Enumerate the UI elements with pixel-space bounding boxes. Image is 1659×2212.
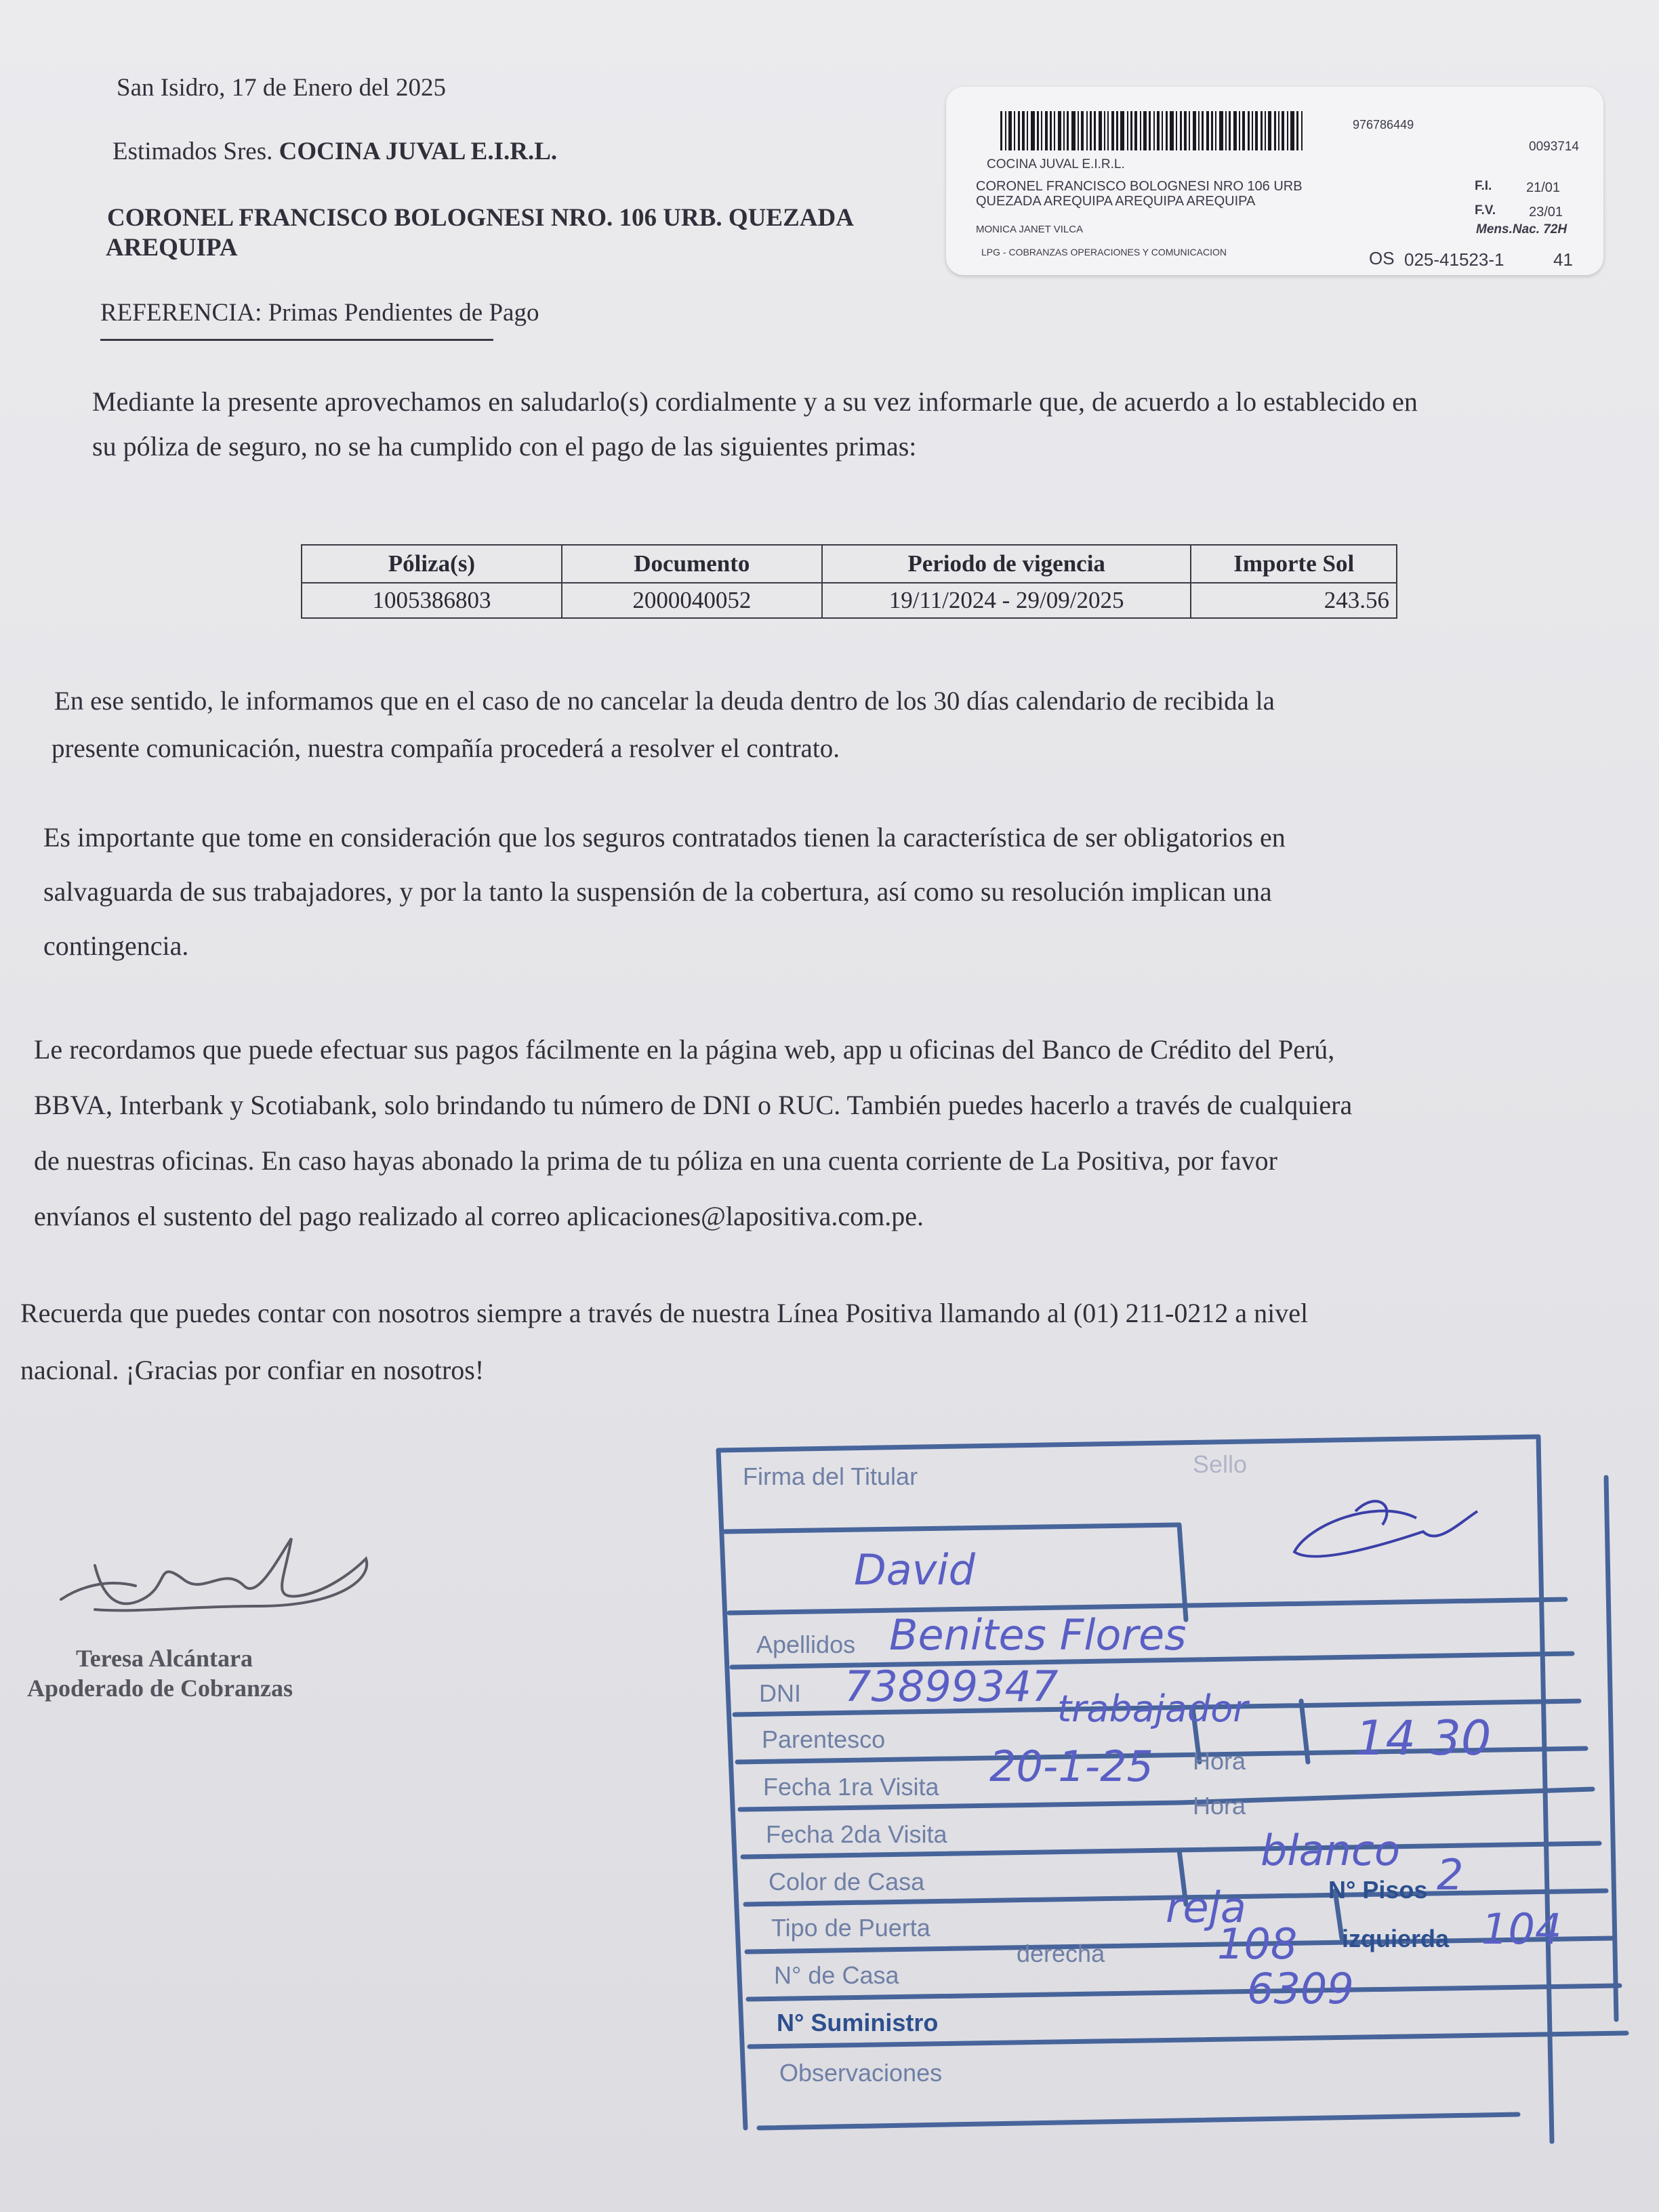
label-mens: Mens.Nac. 72H xyxy=(1476,222,1568,237)
stamp-suministro-value: 6309 xyxy=(1247,1964,1354,2013)
stamp-parentesco-label: Parentesco xyxy=(762,1725,886,1753)
stamp-dni-label: DNI xyxy=(759,1679,801,1707)
header-documento: Documento xyxy=(562,545,822,583)
signer-title: Apoderado de Cobranzas xyxy=(27,1675,293,1702)
paragraph-3-line-3: de nuestras oficinas. En caso hayas abonado la prima de tu póliza en una cuenta corriente de La Positiva, por favor xyxy=(34,1145,1277,1176)
stamp-parentesco-value: trabajador xyxy=(1057,1687,1248,1730)
stamp-dni-value: 73899347 xyxy=(844,1662,1059,1711)
premiums-table xyxy=(301,544,1397,619)
signer-name: Teresa Alcántara xyxy=(76,1645,253,1672)
paragraph-4 xyxy=(20,1285,1308,1399)
cell-importe: 243.56 xyxy=(1191,583,1397,618)
paragraph-4-line-1: Recuerda que puedes contar con nosotros siempre a través de nuestra Línea Positiva llamando al (01) 211-0212 a nivel xyxy=(20,1298,1309,1328)
stamp-casa-label: N° de Casa xyxy=(774,1961,899,1989)
stamp-sello-label: Sello xyxy=(1193,1450,1248,1478)
label-address-1: CORONEL FRANCISCO BOLOGNESI NRO 106 URB xyxy=(976,179,1303,194)
stamp-hora1-value: 14 30 xyxy=(1355,1711,1492,1766)
paragraph-2-line-1: Es importante que tome en consideración que los seguros contratados tienen la característica de ser obligatorios en xyxy=(43,822,1286,853)
paragraph-3-line-1: Le recordamos que puede efectuar sus pagos fácilmente en la página web, app u oficinas del Banco de Crédito del Perú, xyxy=(34,1034,1335,1065)
header-importe: Importe Sol xyxy=(1191,545,1397,583)
label-fv-label: F.V. xyxy=(1475,203,1496,218)
stamp-nombre-value: David xyxy=(854,1545,976,1595)
stamp-derecha-value: 108 xyxy=(1217,1919,1298,1969)
label-os-value: 025-41523-1 xyxy=(1404,249,1504,270)
label-count: 41 xyxy=(1553,249,1573,270)
paragraph-1-line-1: En ese sentido, le informamos que en el caso de no cancelar la deuda dentro de los 30 días calendario de recibida la xyxy=(54,687,1275,716)
cell-periodo: 19/11/2024 - 29/09/2025 xyxy=(822,583,1191,618)
date-line: San Isidro, 17 de Enero del 2025 xyxy=(117,74,447,102)
stamp-puerta-label: Tipo de Puerta xyxy=(771,1914,930,1942)
paragraph-1 xyxy=(54,678,1275,773)
table-header-row xyxy=(302,545,1397,583)
paragraph-2 xyxy=(43,811,1286,973)
label-fi-value: 21/01 xyxy=(1526,180,1561,195)
company-name: COCINA JUVAL E.I.R.L. xyxy=(279,138,558,165)
stamp-piso-value: 2 xyxy=(1437,1850,1464,1900)
paragraph-4-line-2: nacional. ¡Gracias por confiar en nosotros! xyxy=(20,1355,485,1385)
signature-teresa-icon xyxy=(54,1518,380,1640)
paragraph-2-line-2: salvaguarda de sus trabajadores, y por la tanto la suspensión de la cobertura, así como su resolución implican una xyxy=(43,876,1272,907)
salutation-prefix: Estimados Sres. xyxy=(112,138,279,165)
intro-paragraph xyxy=(92,380,1418,469)
stamp-fecha1-value: 20-1-25 xyxy=(989,1742,1153,1791)
stamp-color-label: Color de Casa xyxy=(769,1868,925,1896)
label-address-2: QUEZADA AREQUIPA AREQUIPA AREQUIPA xyxy=(976,194,1256,209)
label-fv-value: 23/01 xyxy=(1529,205,1563,220)
label-company: COCINA JUVAL E.I.R.L. xyxy=(987,157,1125,171)
stamp-hora2-label: Hora xyxy=(1193,1792,1246,1820)
label-department: LPG - COBRANZAS OPERACIONES Y COMUNICACION xyxy=(981,247,1227,258)
label-code: 0093714 xyxy=(1529,140,1579,154)
header-poliza: Póliza(s) xyxy=(302,545,562,583)
stamp-izquierda-label: izquierda xyxy=(1342,1925,1450,1952)
barcode-icon xyxy=(1000,111,1332,150)
label-os: OS xyxy=(1369,248,1395,268)
paragraph-3 xyxy=(34,1022,1352,1244)
address-line-2: AREQUIPA xyxy=(106,234,238,262)
stamp-suministro-label: N° Suministro xyxy=(777,2009,939,2036)
barcode-number: 976786449 xyxy=(1353,118,1414,131)
stamp-puerta-value: reja xyxy=(1166,1883,1246,1932)
paragraph-3-line-4: envíanos el sustento del pago realizado al correo aplicaciones@lapositiva.com.pe. xyxy=(34,1201,924,1231)
paragraph-3-line-2: BBVA, Interbank y Scotiabank, solo brindando tu número de DNI o RUC. También puedes hacerlo a través de cualquiera xyxy=(34,1090,1353,1120)
table-row xyxy=(302,583,1397,618)
header-periodo: Periodo de vigencia xyxy=(822,545,1191,583)
paragraph-2-line-3: contingencia. xyxy=(43,930,189,961)
delivery-stamp xyxy=(705,1410,1647,2155)
stamp-piso-label: N° Pisos xyxy=(1328,1876,1428,1904)
address-line-1: CORONEL FRANCISCO BOLOGNESI NRO. 106 URB. QUEZADA xyxy=(107,204,854,232)
stamp-observaciones-label: Observaciones xyxy=(779,2059,943,2087)
label-fi-label: F.I. xyxy=(1475,179,1492,193)
shipping-label xyxy=(946,87,1603,275)
cell-documento: 2000040052 xyxy=(562,583,822,618)
stamp-derecha-label: derecha xyxy=(1017,1940,1105,1967)
stamp-firma-label: Firma del Titular xyxy=(743,1462,918,1490)
cell-poliza: 1005386803 xyxy=(302,583,562,618)
salutation xyxy=(112,137,557,166)
reference: REFERENCIA: Primas Pendientes de Pago xyxy=(100,299,539,327)
stamp-apellidos-value: Benites Flores xyxy=(889,1610,1187,1660)
reference-underline xyxy=(100,339,493,341)
stamp-color-value: blanco xyxy=(1261,1826,1400,1875)
stamp-izquierda-value: 104 xyxy=(1481,1904,1562,1954)
label-person: MONICA JANET VILCA xyxy=(976,224,1084,235)
stamp-hora1-label: Hora xyxy=(1193,1747,1246,1775)
intro-line-2: su póliza de seguro, no se ha cumplido con el pago de las siguientes primas: xyxy=(92,431,917,462)
intro-line-1: Mediante la presente aprovechamos en saludarlo(s) cordialmente y a su vez informarle que, de acuerdo a lo establecido en xyxy=(92,386,1418,417)
stamp-fecha2-label: Fecha 2da Visita xyxy=(766,1820,947,1848)
paragraph-1-line-2: presente comunicación, nuestra compañía procederá a resolver el contrato. xyxy=(52,734,840,763)
stamp-apellidos-label: Apellidos xyxy=(756,1631,856,1658)
stamp-fecha1-label: Fecha 1ra Visita xyxy=(763,1773,939,1801)
